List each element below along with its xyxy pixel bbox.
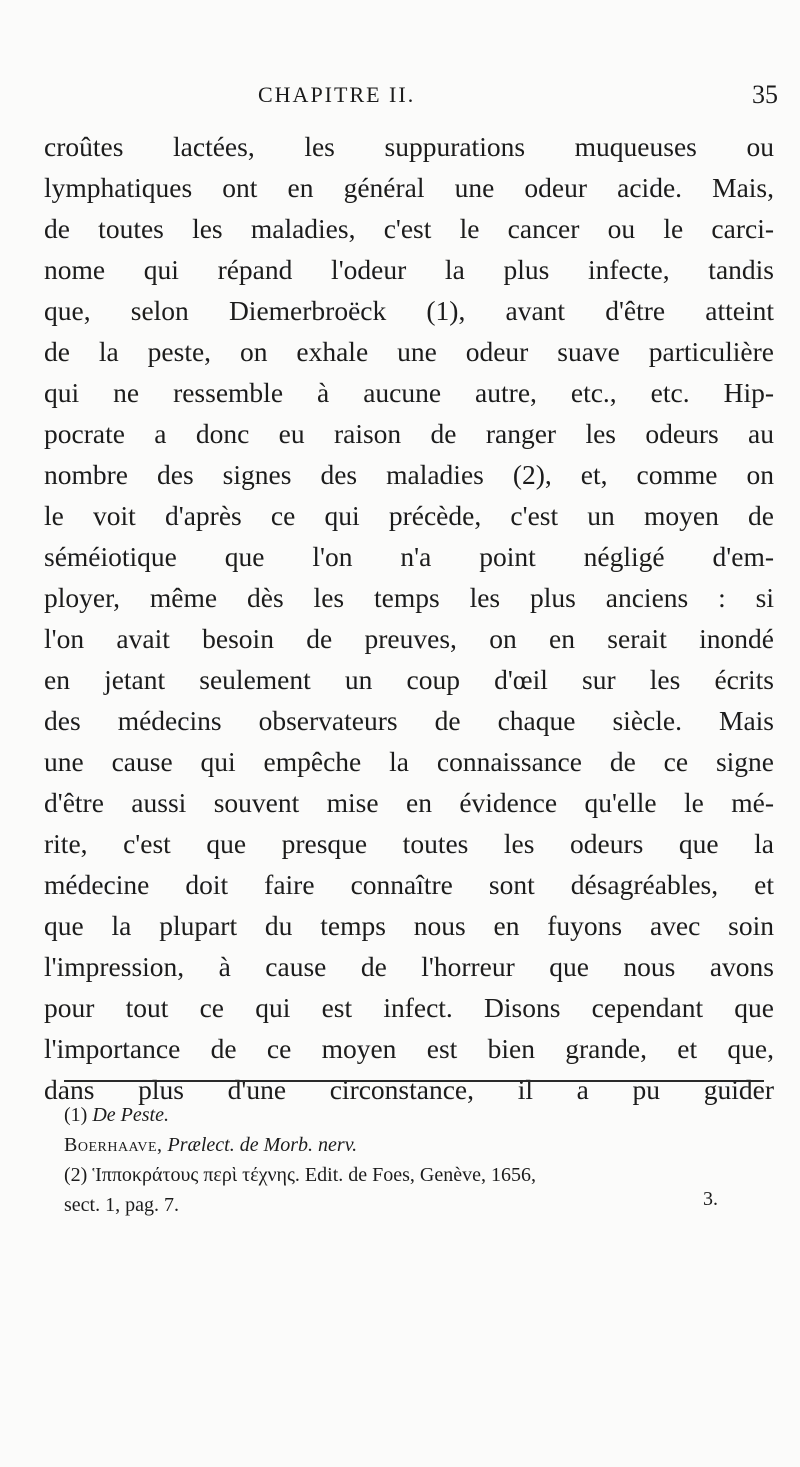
text-line: une cause qui empêche la connaissance de ce signe xyxy=(44,746,774,777)
footnote-2-marker: (2) xyxy=(64,1164,88,1186)
text-line: rite, c'est que presque toutes les odeurs que la xyxy=(44,828,774,859)
text-line: qui ne ressemble à aucune autre, etc., etc. Hip- xyxy=(44,377,774,408)
footnotes xyxy=(64,1100,764,1220)
text-line: nombre des signes des maladies (2), et, comme on xyxy=(44,459,774,490)
text-line: l'importance de ce moyen est bien grande, et que, xyxy=(44,1033,774,1064)
text-line: de la peste, on exhale une odeur suave particulière xyxy=(44,336,774,367)
text-line: que, selon Diemerbroëck (1), avant d'être atteint xyxy=(44,295,774,326)
body-text xyxy=(44,126,774,1110)
footnote-1-title: De Peste. xyxy=(92,1104,169,1126)
text-line: l'impression, à cause de l'horreur que nous avons xyxy=(44,951,774,982)
text-line: en jetant seulement un coup d'œil sur les écrits xyxy=(44,664,774,695)
text-line: pocrate a donc eu raison de ranger les odeurs au xyxy=(44,418,774,449)
chapter-title: CHAPITRE II. xyxy=(258,82,416,107)
footnote-2-continuation: sect. 1, pag. 7. xyxy=(64,1194,179,1216)
text-line: pour tout ce qui est infect. Disons cependant que xyxy=(44,992,774,1023)
text-line: croûtes lactées, les suppurations muqueuses ou xyxy=(44,131,774,162)
text-line: le voit d'après ce qui précède, c'est un moyen de xyxy=(44,500,774,531)
text-line: ployer, même dès les temps les plus anciens : si xyxy=(44,582,774,613)
footnote-1-reference xyxy=(64,1130,764,1160)
text-line: séméiotique que l'on n'a point négligé d'em- xyxy=(44,541,774,572)
text-line: des médecins observateurs de chaque siècle. Mais xyxy=(44,705,774,736)
footnote-work: Prælect. de Morb. nerv. xyxy=(167,1134,358,1156)
text-line: d'être aussi souvent mise en évidence qu'elle le mé- xyxy=(44,787,774,818)
footnote-1-marker: (1) xyxy=(64,1104,88,1126)
running-head xyxy=(0,82,800,118)
footnote-author: Boerhaave, xyxy=(64,1134,163,1156)
text-line: nome qui répand l'odeur la plus infecte, tandis xyxy=(44,254,774,285)
footnote-2-greek: Ἱπποκράτους περὶ τέχνης. xyxy=(92,1164,300,1186)
footnote-divider xyxy=(64,1080,764,1082)
page-number: 35 xyxy=(752,80,778,109)
footnote-2-text: Edit. de Foes, Genève, 1656, xyxy=(304,1164,536,1186)
text-line: que la plupart du temps nous en fuyons avec soin xyxy=(44,910,774,941)
footnote-2 xyxy=(64,1160,764,1190)
text-line: lymphatiques ont en général une odeur acide. Mais, xyxy=(44,172,774,203)
signature-mark: 3. xyxy=(703,1188,718,1210)
text-line: médecine doit faire connaître sont désagréables, et xyxy=(44,869,774,900)
text-line: l'on avait besoin de preuves, on en serait inondé xyxy=(44,623,774,654)
text-line: dans plus d'une circonstance, il a pu guider xyxy=(44,1074,774,1105)
text-line: de toutes les maladies, c'est le cancer ou le carci- xyxy=(44,213,774,244)
footnote-1 xyxy=(64,1100,764,1130)
